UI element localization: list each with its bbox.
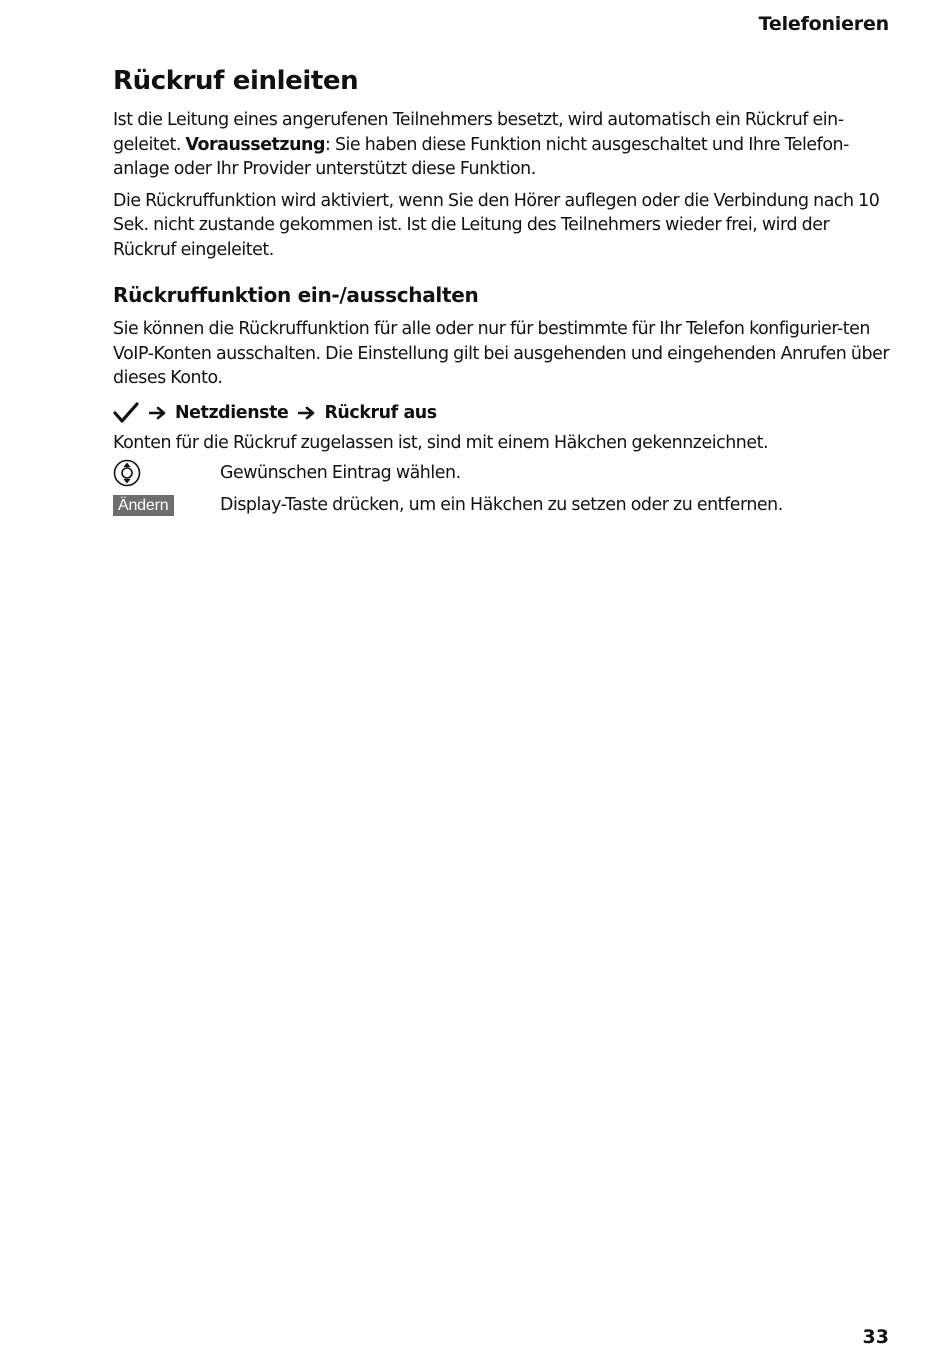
step-row-change xyxy=(113,489,891,521)
menu-item-netzdienste: Netzdienste xyxy=(175,402,289,423)
menu-path xyxy=(113,398,891,428)
menu-item-rueckruf-aus: Rückruf aus xyxy=(324,402,437,423)
page-content xyxy=(113,62,891,521)
prerequisite-label: Voraussetzung xyxy=(185,134,325,155)
arrow-right-icon xyxy=(298,406,315,420)
step-text-change: Display-Taste drücken, um ein Häkchen zu setzen oder zu entfernen. xyxy=(220,495,783,515)
arrow-right-icon xyxy=(149,406,166,420)
navigation-key-icon xyxy=(113,459,141,487)
intro-text-part1: Ist die Leitung eines angerufenen Teilnehmers besetzt, wird automatisch ein Rückruf ein-geleitet. xyxy=(113,110,844,155)
step-text-select: Gewünschen Eintrag wählen. xyxy=(220,463,461,483)
activation-paragraph: Die Rückruffunktion wird aktiviert, wenn Sie den Hörer auflegen oder die Verbindung nach 10 Sek. nicht zustande gekommen ist. Ist die Leitung des Teilnehmers wieder frei, wird der Rückruf eingeleitet. xyxy=(113,190,880,260)
check-icon xyxy=(113,401,139,425)
subsection-title: Rückruffunktion ein-/ausschalten xyxy=(113,283,479,307)
section-title: Rückruf einleiten xyxy=(113,66,359,96)
page-number: 33 xyxy=(862,1326,889,1348)
intro-paragraph xyxy=(113,108,891,182)
accounts-note: Konten für die Rückruf zugelassen ist, sind mit einem Häkchen gekennzeichnet. xyxy=(113,432,769,453)
running-header: Telefonieren xyxy=(758,13,889,35)
display-key-aendern: Ändern xyxy=(113,495,174,516)
subsection-paragraph: Sie können die Rückruffunktion für alle oder nur für bestimmte für Ihr Telefon konfigurier-ten VoIP-Konten ausschalten. Die Einstellung gilt bei ausgehenden und eingehenden Anrufen über dieses Konto. xyxy=(113,319,890,388)
intro-text-part2: : Sie haben diese Funktion nicht ausgeschaltet und Ihre Telefon-anlage oder Ihr Provider unterstützt diese Funktion. xyxy=(113,134,849,179)
step-row-select xyxy=(113,457,891,489)
